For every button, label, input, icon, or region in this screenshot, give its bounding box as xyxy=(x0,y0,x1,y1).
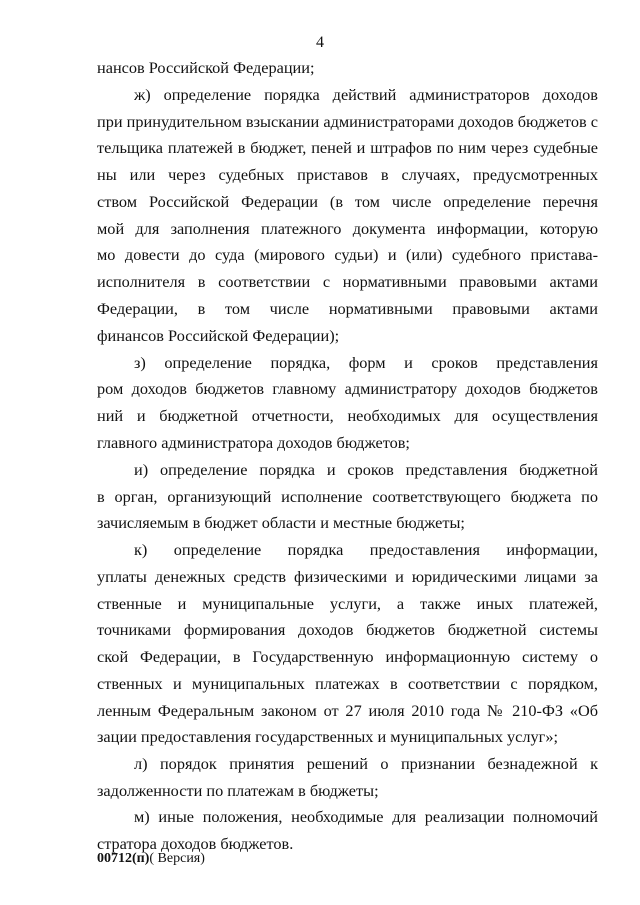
footer-code: 00712(п) xyxy=(97,851,150,866)
text-line: при принудительном взыскании администраторами доходов бюджетов с xyxy=(97,112,598,131)
text-line: исполнителя в соответствии с нормативными правовыми актами xyxy=(97,272,598,291)
text-line: ственные и муниципальные услуги, а также иных платежей, xyxy=(97,594,598,613)
text-line: ственных и муниципальных платежах в соответствии с порядком, xyxy=(97,674,598,693)
text-line: уплаты денежных средств физическими и юридическими лицами за xyxy=(97,567,598,586)
text-line: в орган, организующий исполнение соответствующего бюджета по xyxy=(97,487,598,506)
text-line: ны или через судебных приставов в случаях, предусмотренных xyxy=(97,165,598,184)
text-line: мо довести до суда (мирового судьи) и (или) судебного пристава- xyxy=(97,245,598,264)
page-number: 4 xyxy=(316,34,324,51)
text-line: ний и бюджетной отчетности, необходимых для осуществления xyxy=(97,406,598,425)
text-line: ж) определение порядка действий администраторов доходов xyxy=(134,85,598,104)
text-line: з) определение порядка, форм и сроков представления xyxy=(134,353,598,372)
text-line: зачисляемым в бюджет области и местные бюджеты; xyxy=(97,513,465,532)
text-line: к) определение порядка предоставления информации, xyxy=(134,540,598,559)
text-line: л) порядок принятия решений о признании безнадежной к xyxy=(134,754,598,773)
text-line: ством Российской Федерации (в том числе определение перечня xyxy=(97,192,598,211)
text-line: и) определение порядка и сроков представления бюджетной xyxy=(134,460,598,479)
text-line: задолженности по платежам в бюджеты; xyxy=(97,781,379,800)
text-line: нансов Российской Федерации; xyxy=(97,58,315,77)
document-footer-code xyxy=(97,851,205,867)
text-line: ленным Федеральным законом от 27 июля 2010 года № 210-ФЗ «Об xyxy=(97,701,598,720)
text-line: м) иные положения, необходимые для реализации полномочий xyxy=(134,807,598,826)
text-line: зации предоставления государственных и муниципальных услуг»; xyxy=(97,727,559,746)
text-line: точниками формирования доходов бюджетов бюджетной системы xyxy=(97,620,598,639)
text-line: стратора доходов бюджетов. xyxy=(97,834,294,853)
text-line: ской Федерации, в Государственную информационную систему о xyxy=(97,647,598,666)
footer-version: ( Версия) xyxy=(149,851,205,866)
text-line: финансов Российской Федерации); xyxy=(97,326,340,345)
text-line: тельщика платежей в бюджет, пеней и штрафов по ним через судебные xyxy=(97,138,598,157)
text-line: мой для заполнения платежного документа информации, которую xyxy=(97,219,598,238)
text-line: Федерации, в том числе нормативными правовыми актами xyxy=(97,299,598,318)
text-line: главного администратора доходов бюджетов; xyxy=(97,433,410,452)
text-line: ром доходов бюджетов главному администратору доходов бюджетов xyxy=(97,379,598,398)
